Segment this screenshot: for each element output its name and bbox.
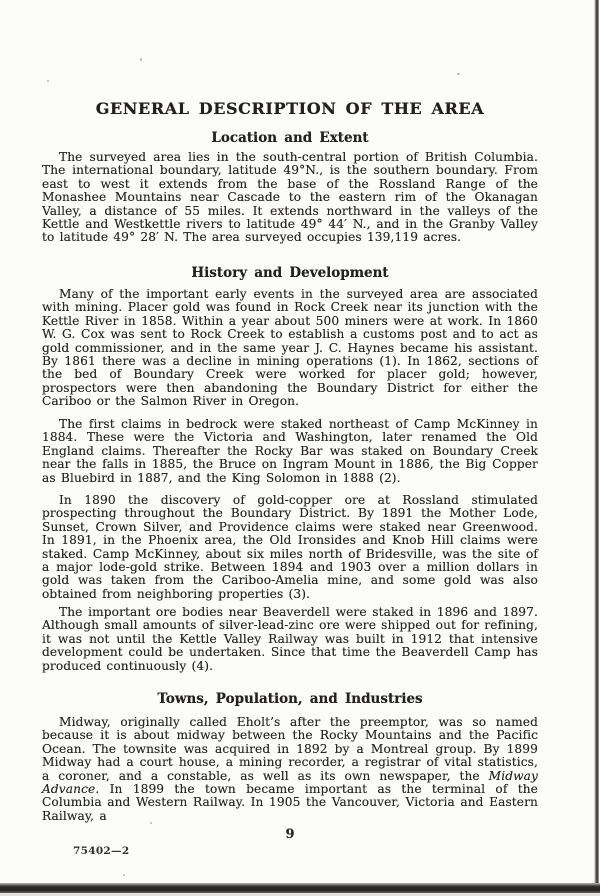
paragraph-text-before-italic: Midway, originally called Eholt’s after the preemptor, was so named because it is about midway between the Rocky Mountains and the Pacific Ocean. The townsite was acquired in 1892 by a Montreal group. By 1899 Midway had a court house, a mining recorder, a registrar of vital statistics, a coroner, and a constable, as well as its own newspaper, the bbox=[42, 715, 538, 783]
paragraph-history-2: The first claims in bedrock were staked northeast of Camp McKinney in 1884. These were the Victoria and Washington, later renamed the Old England claims. Thereafter the Rocky Bar was staked on Boundary Creek near the falls in 1885, the Bruce on Ingram Mount in 1886, the Big Copper as Bluebird in 1887, and the King Solomon in 1888 (2). bbox=[42, 417, 538, 485]
print-code: 75402—2 bbox=[73, 845, 130, 857]
scan-speck bbox=[150, 822, 152, 824]
book-edge-shadow bbox=[594, 0, 599, 896]
page-number: 9 bbox=[285, 827, 295, 842]
scan-bottom-bar bbox=[0, 883, 600, 893]
paragraph-history-3: In 1890 the discovery of gold-copper ore at Rossland stimulated prospecting throughout the Boundary District. By 1891 the Mother Lode, Sunset, Crown Silver, and Providence claims were staked near Greenwood. In 1891, in the Phoenix area, the Old Ironsides and Knob Hill claims were staked. Camp McKinney, about six miles north of Bridesville, was the site of a major lode-gold strike. Between 1894 and 1903 over a million dollars in gold was taken from the Cariboo-Amelia mine, and some gold was also obtained from neighboring properties (3). bbox=[42, 493, 538, 601]
scan-speck bbox=[123, 874, 125, 876]
scan-speck bbox=[457, 73, 460, 75]
paragraph-history-4: The important ore bodies near Beaverdell were staked in 1896 and 1897. Although small amounts of silver-lead-zinc ore were shipped out for refining, it was not until the Kettle Valley Railway was built in 1912 that intensive development could be undertaken. Since that time the Beaverdell Camp has produced continuously (4). bbox=[42, 605, 538, 673]
heading-history-and-development: History and Development bbox=[191, 265, 389, 281]
scan-speck bbox=[140, 58, 142, 61]
heading-location-and-extent: Location and Extent bbox=[211, 130, 369, 146]
heading-towns-population-industries: Towns, Population, and Industries bbox=[157, 691, 423, 707]
page-title: GENERAL DESCRIPTION OF THE AREA bbox=[95, 99, 485, 118]
scan-speck bbox=[47, 80, 49, 82]
paragraph-history-1: Many of the important early events in the surveyed area are associated with mining. Placer gold was found in Rock Creek near its junction with the Kettle River in 1858. Within a year about 500 miners were at work. In 1860 W. G. Cox was sent to Rock Creek to establish a customs post and to act as gold commissioner, and in the same year J. C. Haynes became his assistant. By 1861 there was a decline in mining operations (1). In 1862, sections of the bed of Boundary Creek were worked for placer gold; however, prospectors were then abandoning the Boundary District for either the Cariboo or the Salmon River in Oregon. bbox=[42, 287, 538, 409]
paragraph-location-extent: The surveyed area lies in the south-central portion of British Columbia. The international boundary, latitude 49°N., is the southern boundary. From east to west it extends from the base of the Rossland Range of the Monashee Mountains near Cascade to the eastern rim of the Okanagan Valley, a distance of 55 miles. It extends northward in the valleys of the Kettle and Westkettle rivers to latitude 49° 44′ N., and in the Granby Valley to latitude 49° 28′ N. The area surveyed occupies 139,119 acres. bbox=[42, 150, 538, 245]
italic-newspaper-name: Midway Advance bbox=[42, 768, 538, 797]
paragraph-text-after-italic: . In 1899 the town became important as the terminal of the Columbia and Western Railway. In 1905 the Vancouver, Victoria and Eastern Railway, a bbox=[42, 782, 538, 823]
paragraph-towns-1 bbox=[42, 716, 538, 823]
